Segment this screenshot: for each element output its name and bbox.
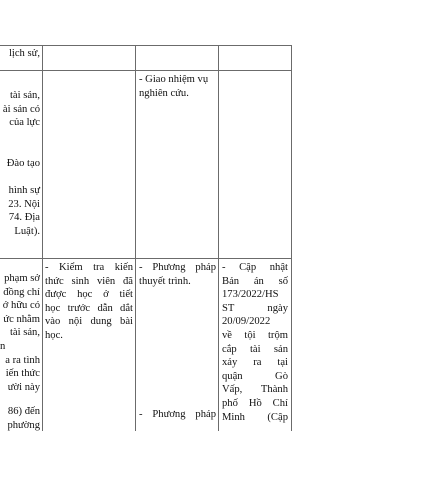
- table-border-top: [0, 45, 292, 46]
- col1-row2-text-c: hình sự 23. Nội 74. Địa Luật).: [8, 185, 40, 237]
- col1-row2-text-a: tài sản, ài sản có của lực: [2, 90, 40, 129]
- column-line-4: [291, 45, 292, 431]
- row-divider-1: [0, 70, 292, 71]
- col3-row3-text-b: - Phương pháp: [139, 409, 216, 420]
- col1-row2-text-b: Đào tạo: [6, 158, 40, 169]
- col1-row3-text-a: phạm sở đồng chí ớ hữu có ức nhằm tài sản, n a ra tình iến thức ười này: [0, 273, 40, 393]
- column-line-3: [218, 45, 219, 431]
- col1-row3-text-b: 86) đến phường: [7, 406, 40, 431]
- col3-row3-text-a: - Phương pháp thuyết trình.: [139, 262, 216, 287]
- row-divider-2: [0, 258, 292, 259]
- column-line-1: [42, 45, 43, 431]
- col3-row2-text: - Giao nhiệm vụ nghiên cứu.: [139, 74, 209, 99]
- column-line-2: [135, 45, 136, 431]
- col2-row3-text: - Kiểm tra kiến thức sinh viên đã được học ở tiết học trước dẫn dắt vào nội dung bài học.: [45, 262, 133, 341]
- col4-row3-text: - Cập nhật Bản án số 173/2022/HS ST ngày 20/09/2022 về tội trộm cắp tài sản xảy ra tại quận Gò Vấp, Thành phố Hồ Chí Minh (Cập: [222, 262, 288, 423]
- col1-row1-text: lịch sử,: [8, 48, 40, 59]
